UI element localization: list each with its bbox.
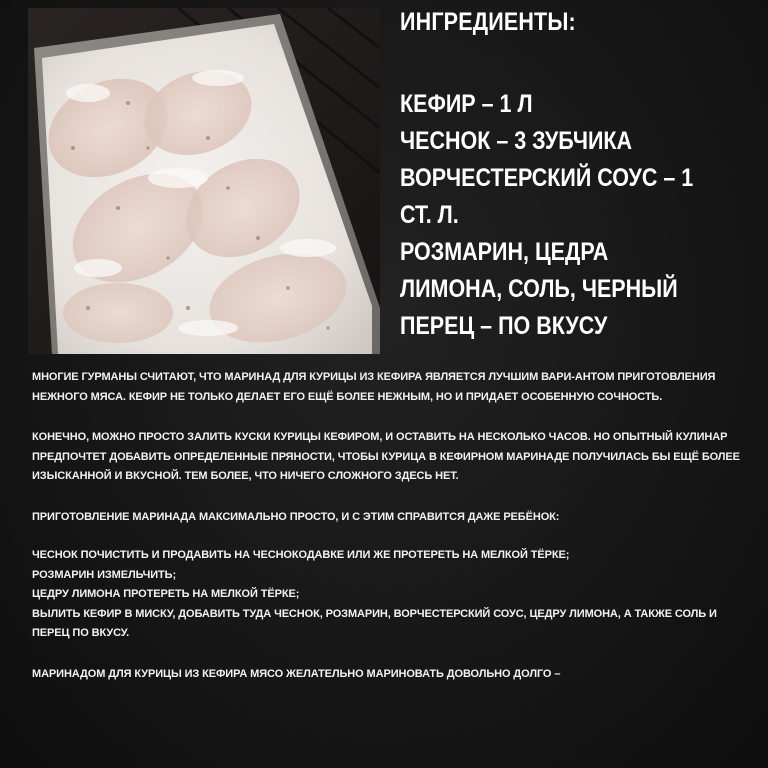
ingredient-kefir: КЕФИР – 1 Л [400, 90, 533, 118]
chicken-in-tray-image [28, 8, 380, 354]
ingredients-title: ИНГРЕДИЕНТЫ: [400, 8, 576, 36]
ingredient-lemon-salt: ЛИМОНА, СОЛЬ, ЧЕРНЫЙ [400, 275, 678, 303]
ingredient-garlic: ЧЕСНОК – 3 ЗУБЧИКА [400, 127, 633, 155]
step-mix: ВЫЛИТЬ КЕФИР В МИСКУ, ДОБАВИТЬ ТУДА ЧЕСНОК, РОЗМАРИН, ВОРЧЕСТЕРСКИЙ СОУС, ЦЕДРУ ЛИМОНА, А ТАКЖЕ СОЛЬ И ПЕРЕЦ ПО ВКУСУ. [32, 607, 717, 639]
paragraph-preparation: ПРИГОТОВЛЕНИЕ МАРИНАДА МАКСИМАЛЬНО ПРОСТО, И С ЭТИМ СПРАВИТСЯ ДАЖЕ РЕБЁНОК: [32, 510, 560, 523]
ingredient-worcestershire: ВОРЧЕСТЕРСКИЙ СОУС – 1 [400, 164, 694, 192]
paragraph-marinate-time: МАРИНАДОМ ДЛЯ КУРИЦЫ ИЗ КЕФИРА МЯСО ЖЕЛАТЕЛЬНО МАРИНОВАТЬ ДОВОЛЬНО ДОЛГО – [32, 667, 561, 680]
ingredient-pepper: ПЕРЕЦ – ПО ВКУСУ [400, 312, 608, 340]
paragraph-intro: МНОГИЕ ГУРМАНЫ СЧИТАЮТ, ЧТО МАРИНАД ДЛЯ КУРИЦЫ ИЗ КЕФИРА ЯВЛЯЕТСЯ ЛУЧШИМ ВАРИ-АНТОМ ПРИГОТОВЛЕНИЯ НЕЖНОГО МЯСА. КЕФИР НЕ ТОЛЬКО ДЕЛАЕТ ЕГО ЕЩЁ БОЛЕЕ НЕЖНЫМ, НО И ПРИДАЕТ ОСОБЕННУЮ СОЧНОСТЬ. [32, 371, 716, 403]
ingredient-rosemary-zest: РОЗМАРИН, ЦЕДРА [400, 238, 609, 266]
step-rosemary: РОЗМАРИН ИЗМЕЛЬЧИТЬ; [32, 568, 177, 581]
step-lemon-zest: ЦЕДРУ ЛИМОНА ПРОТЕРЕТЬ НА МЕЛКОЙ ТЁРКЕ; [32, 588, 300, 600]
ingredients-block [400, 6, 760, 345]
paragraph-spices: КОНЕЧНО, МОЖНО ПРОСТО ЗАЛИТЬ КУСКИ КУРИЦЫ КЕФИРОМ, И ОСТАВИТЬ НА НЕСКОЛЬКО ЧАСОВ. НО ОПЫТНЫЙ КУЛИНАР ПРЕДПОЧТЕТ ДОБАВИТЬ ОПРЕДЕЛЕННЫЕ ПРЯНОСТИ, ЧТОБЫ КУРИЦА В КЕФИРНОМ МАРИНАДЕ ПОЛУЧИЛАСЬ БЫ ЕЩЁ БОЛЕЕ ИЗЫСКАННОЙ И ВКУСНОЙ. ТЕМ БОЛЕЕ, ЧТО НИЧЕГО СЛОЖНОГО ЗДЕСЬ НЕТ. [32, 431, 740, 482]
ingredient-worcestershire-unit: СТ. Л. [400, 201, 459, 229]
marinated-chicken-photo [28, 8, 380, 354]
ingredients-list [400, 86, 760, 345]
recipe-description [32, 368, 752, 704]
step-garlic: ЧЕСНОК ПОЧИСТИТЬ И ПРОДАВИТЬ НА ЧЕСНОКОДАВКЕ ИЛИ ЖЕ ПРОТЕРЕТЬ НА МЕЛКОЙ ТЁРКЕ; [32, 549, 570, 561]
